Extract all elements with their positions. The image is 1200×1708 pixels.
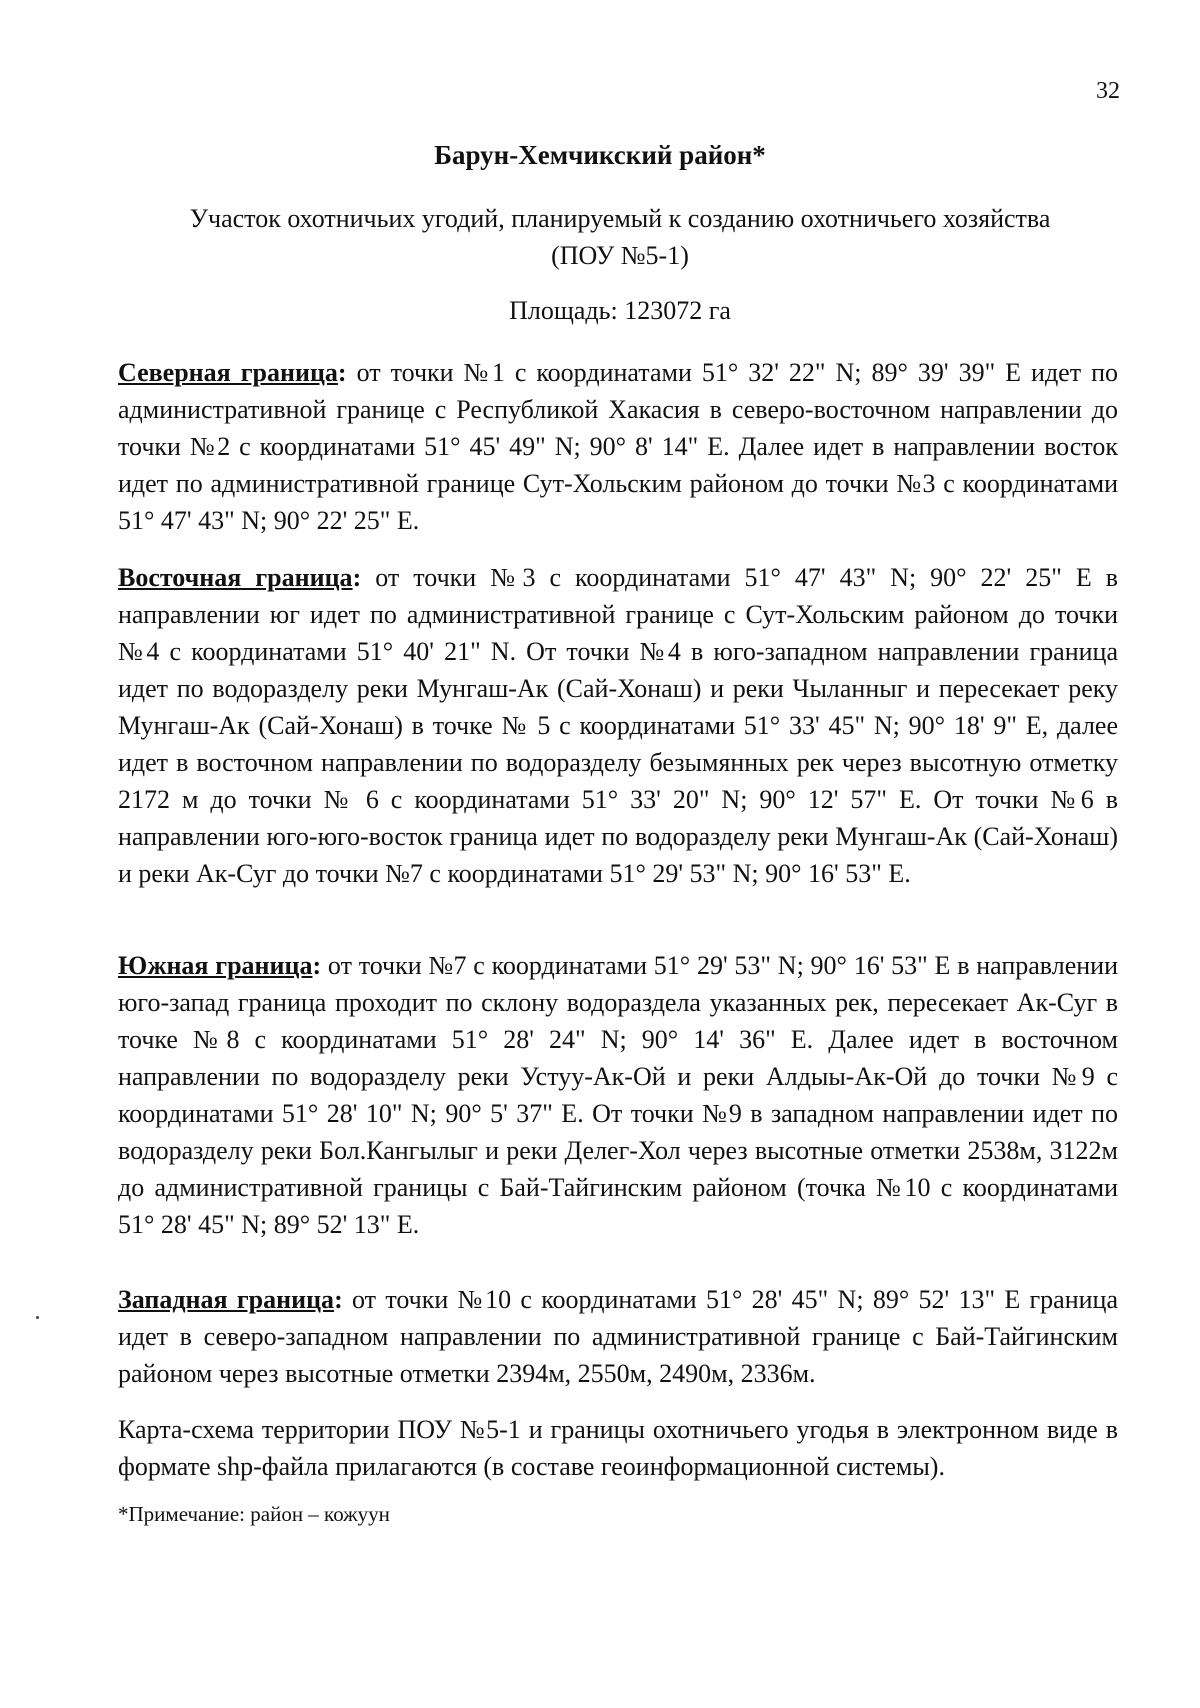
east-boundary-paragraph: [118, 559, 1118, 892]
north-boundary-colon: :: [337, 358, 347, 387]
west-boundary-label: Западная граница: [118, 1285, 335, 1314]
west-boundary-text: от точки №10 с координатами 51° 28' 45" N; 89° 52' 13" E граница идет в северо-западном направлении по административной границе с Бай-Тайгинским районом через высотные отметки 2394м, 2550м, 2490м, 2336м.: [118, 1285, 1118, 1388]
page-number: 32: [1096, 78, 1120, 104]
footnote: *Примечание: район – кожуун: [118, 1502, 390, 1526]
page-title: Барун-Хемчикский район*: [434, 140, 766, 170]
east-boundary-text: от точки №3 с координатами 51° 47' 43" N; 90° 22' 25" E в направлении юг идет по административной границе с Сут-Хольским районом до точки №4 с координатами 51° 40' 21" N. От точки №4 в юго-западном направлении граница идет по водоразделу реки Мунгаш-Ак (Сай-Хонаш) и реки Чыланныг и пересекает реку Мунгаш-Ак (Сай-Хонаш) в точке № 5 с координатами 51° 33' 45" N; 90° 18' 9" E, далее идет в восточном направлении по водоразделу безымянных рек через высотную отметку 2172 м до точки № 6 с координатами 51° 33' 20" N; 90° 12' 57" E. От точки №6 в направлении юго-юго-восток граница идет по водоразделу реки Мунгаш-Ак (Сай-Хонаш) и реки Ак-Суг до точки №7 с координатами 51° 29' 53" N; 90° 16' 53" E.: [118, 563, 1118, 888]
scan-speck: [36, 1316, 39, 1319]
west-boundary-paragraph: [118, 1281, 1118, 1392]
south-boundary-text: от точки №7 с координатами 51° 29' 53" N; 90° 16' 53" E в направлении юго-запад граница проходит по склону водораздела указанных рек, пересекает Ак-Суг в точке №8 с координатами 51° 28' 24" N; 90° 14' 36" E. Далее идет в восточном направлении по водоразделу реки Устуу-Ак-Ой и реки Алдыы-Ак-Ой до точки №9 с координатами 51° 28' 10" N; 90° 5' 37" E. От точки №9 в западном направлении идет по водоразделу реки Бол.Кангылыг и реки Делег-Хол через высотные отметки 2538м, 3122м до административной границы с Бай-Тайгинским районом (точка №10 с координатами 51° 28' 45" N; 89° 52' 13" E.: [118, 951, 1118, 1239]
north-boundary-paragraph: [118, 354, 1118, 539]
south-boundary-colon: :: [312, 951, 322, 980]
south-boundary-label: Южная граница: [118, 951, 313, 980]
subtitle: [0, 200, 1200, 274]
east-boundary-colon: :: [352, 563, 362, 592]
subtitle-line-2: (ПОУ №5-1): [551, 241, 689, 270]
map-note-paragraph: Карта-схема территории ПОУ №5-1 и границы охотничьего угодья в электронном виде в формате shp-файла прилагаются (в составе геоинформационной системы).: [118, 1415, 1118, 1481]
east-boundary-label: Восточная граница: [118, 563, 353, 592]
west-boundary-colon: :: [334, 1285, 343, 1314]
area-value: Площадь: 123072 га: [509, 296, 731, 325]
subtitle-line-1: Участок охотничьих угодий, планируемый к созданию охотничьего хозяйства: [189, 204, 1051, 233]
north-boundary-label: Северная граница: [118, 358, 338, 387]
north-boundary-text: от точки №1 с координатами 51° 32' 22" N; 89° 39' 39" E идет по административной границе с Республикой Хакасия в северо-восточном направлении до точки №2 с координатами 51° 45' 49" N; 90° 8' 14" E. Далее идет в направлении восток идет по административной границе Сут-Хольским районом до точки №3 с координатами 51° 47' 43" N; 90° 22' 25" E.: [118, 358, 1118, 535]
south-boundary-paragraph: [118, 947, 1118, 1243]
